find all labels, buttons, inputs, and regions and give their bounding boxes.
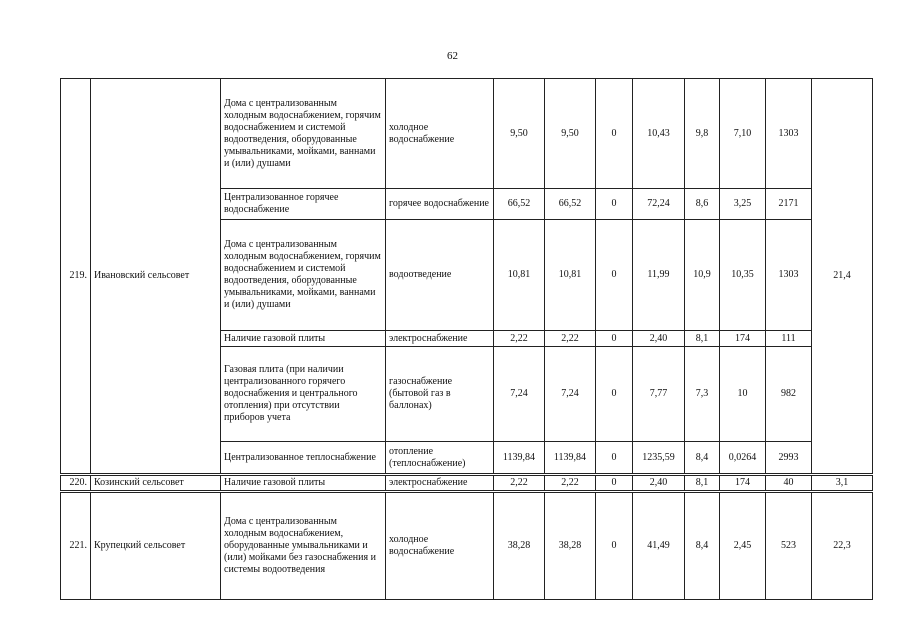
value-cell: 8,1: [685, 331, 720, 347]
page-number: 62: [447, 50, 458, 62]
value-cell: 2171: [766, 189, 812, 220]
table-row: [61, 492, 873, 600]
value-cell: 2,22: [545, 331, 596, 347]
value-cell: 0,0264: [720, 442, 766, 475]
value-cell: 8,1: [685, 475, 720, 492]
value-cell: 2,22: [494, 475, 545, 492]
row-index: 220.: [61, 475, 91, 492]
table-row: [61, 79, 873, 189]
value-cell: 0: [596, 442, 633, 475]
housing-description: Дома с централизованным холодным водоснабжением, горячим водоснабжением и системой водоотведения, оборудованные умывальниками, мойками, ваннами и (или) душами: [221, 220, 386, 331]
value-cell: 10: [720, 347, 766, 442]
value-cell: 38,28: [494, 492, 545, 600]
value-cell: 40: [766, 475, 812, 492]
value-cell: 0: [596, 475, 633, 492]
housing-description: Газовая плита (при наличии централизованного горячего водоснабжения и центрального отопления) при отсутствии приборов учета: [221, 347, 386, 442]
value-cell: 3,25: [720, 189, 766, 220]
housing-description: Наличие газовой плиты: [221, 331, 386, 347]
row-index: 219.: [61, 79, 91, 475]
value-cell: 174: [720, 331, 766, 347]
housing-description: Централизованное горячее водоснабжение: [221, 189, 386, 220]
service-type: электроснабжение: [386, 475, 494, 492]
value-cell: 72,24: [633, 189, 685, 220]
value-cell: 66,52: [494, 189, 545, 220]
value-cell: 8,6: [685, 189, 720, 220]
value-cell: 7,24: [545, 347, 596, 442]
value-cell: 1235,59: [633, 442, 685, 475]
value-cell: 8,4: [685, 492, 720, 600]
value-cell: 0: [596, 331, 633, 347]
value-cell: 10,35: [720, 220, 766, 331]
value-cell: 174: [720, 475, 766, 492]
service-type: холодное водоснабжение: [386, 79, 494, 189]
summary-value: 3,1: [812, 475, 873, 492]
value-cell: 66,52: [545, 189, 596, 220]
settlement-name: Козинский сельсовет: [91, 475, 221, 492]
value-cell: 1303: [766, 220, 812, 331]
value-cell: 0: [596, 220, 633, 331]
service-type: электроснабжение: [386, 331, 494, 347]
settlement-name: Ивановский сельсовет: [91, 79, 221, 475]
value-cell: 11,99: [633, 220, 685, 331]
value-cell: 8,4: [685, 442, 720, 475]
service-type: газоснабжение (бытовой газ в баллонах): [386, 347, 494, 442]
value-cell: 9,50: [545, 79, 596, 189]
value-cell: 2,40: [633, 331, 685, 347]
service-type: отопление (теплоснабжение): [386, 442, 494, 475]
value-cell: 0: [596, 347, 633, 442]
value-cell: 0: [596, 189, 633, 220]
value-cell: 2993: [766, 442, 812, 475]
value-cell: 10,43: [633, 79, 685, 189]
table-row: [61, 475, 873, 492]
housing-description: Наличие газовой плиты: [221, 475, 386, 492]
tariff-table: [60, 78, 873, 600]
housing-description: Централизованное теплоснабжение: [221, 442, 386, 475]
value-cell: 10,81: [545, 220, 596, 331]
value-cell: 1139,84: [545, 442, 596, 475]
value-cell: 10,81: [494, 220, 545, 331]
value-cell: 2,40: [633, 475, 685, 492]
service-type: водоотведение: [386, 220, 494, 331]
housing-description: Дома с централизованным холодным водоснабжением, оборудованные умывальниками и (или) мойками без газоснабжения и системы водоотведения: [221, 492, 386, 600]
value-cell: 9,50: [494, 79, 545, 189]
value-cell: 7,3: [685, 347, 720, 442]
value-cell: 523: [766, 492, 812, 600]
summary-value: 21,4: [812, 79, 873, 475]
value-cell: 1303: [766, 79, 812, 189]
value-cell: 111: [766, 331, 812, 347]
summary-value: 22,3: [812, 492, 873, 600]
value-cell: 38,28: [545, 492, 596, 600]
value-cell: 0: [596, 79, 633, 189]
value-cell: 1139,84: [494, 442, 545, 475]
value-cell: 10,9: [685, 220, 720, 331]
value-cell: 7,24: [494, 347, 545, 442]
settlement-name: Крупецкий сельсовет: [91, 492, 221, 600]
value-cell: 2,22: [545, 475, 596, 492]
value-cell: 9,8: [685, 79, 720, 189]
value-cell: 41,49: [633, 492, 685, 600]
value-cell: 2,45: [720, 492, 766, 600]
row-index: 221.: [61, 492, 91, 600]
service-type: горячее водоснабжение: [386, 189, 494, 220]
value-cell: 7,77: [633, 347, 685, 442]
value-cell: 2,22: [494, 331, 545, 347]
service-type: холодное водоснабжение: [386, 492, 494, 600]
value-cell: 7,10: [720, 79, 766, 189]
value-cell: 982: [766, 347, 812, 442]
value-cell: 0: [596, 492, 633, 600]
housing-description: Дома с централизованным холодным водоснабжением, горячим водоснабжением и системой водоотведения, оборудованные умывальниками, мойками, ваннами и (или) душами: [221, 79, 386, 189]
